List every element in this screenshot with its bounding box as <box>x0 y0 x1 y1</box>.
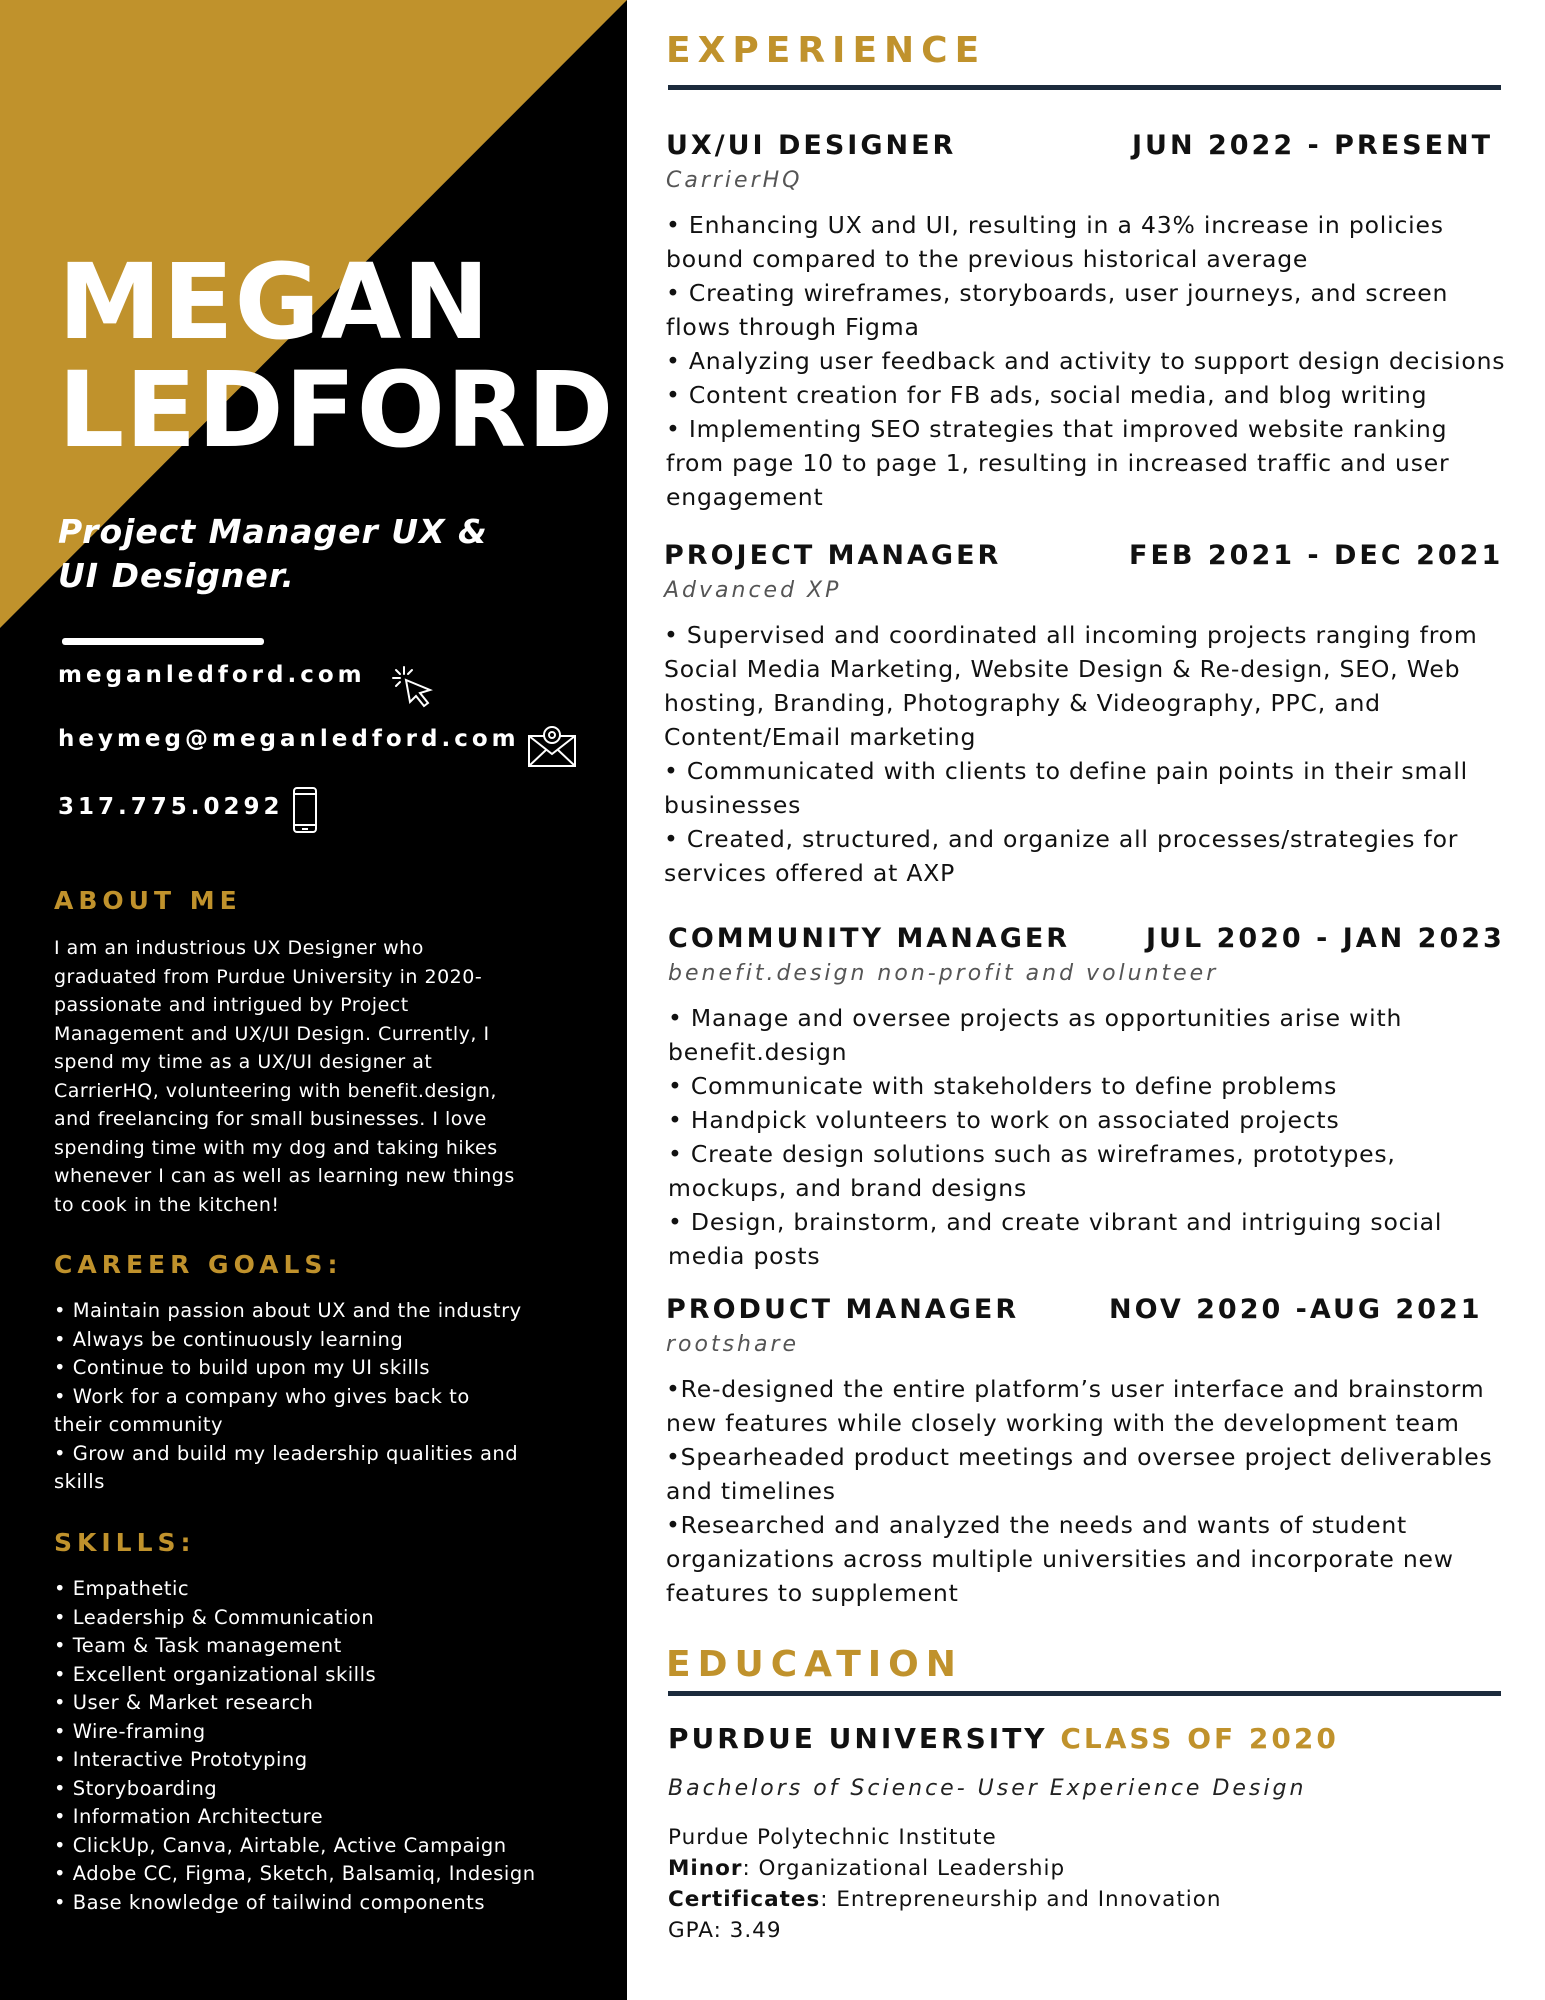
list-item: • Communicated with clients to define pain points in their small businesses <box>664 757 1469 819</box>
mail-icon <box>527 724 577 768</box>
candidate-name <box>58 241 615 471</box>
minor-line <box>668 1853 1222 1884</box>
job-community-manager <box>668 923 1508 1273</box>
job-title: UX/UI DESIGNER <box>666 130 957 161</box>
job-product-manager <box>666 1294 1506 1610</box>
list-item: • Information Architecture <box>54 1805 324 1828</box>
career-goals-heading: CAREER GOALS: <box>54 1250 343 1279</box>
list-item: • Creating wireframes, storyboards, user journeys, and screen flows through Figma <box>666 279 1449 341</box>
job-dates: JUN 2022 - PRESENT <box>1132 130 1494 161</box>
list-item: • Implementing SEO strategies that improved website ranking from page 10 to page 1, resulting in increased traffic and user engagement <box>666 415 1450 511</box>
list-item: •Spearheaded product meetings and oversee project deliverables and timelines <box>666 1443 1493 1505</box>
list-item: • Adobe CC, Figma, Sketch, Balsamiq, Indesign <box>54 1862 536 1885</box>
list-item: • Handpick volunteers to work on associated projects <box>668 1106 1340 1134</box>
list-item: • Interactive Prototyping <box>54 1748 308 1771</box>
list-item: • Excellent organizational skills <box>54 1662 377 1686</box>
list-item: • Storyboarding <box>54 1776 218 1800</box>
minor-value: : Organizational Leadership <box>742 1856 1066 1881</box>
list-item: • Maintain passion about UX and the industry <box>54 1299 522 1322</box>
list-item: •Researched and analyzed the needs and wants of student organizations across multiple universities and incorporate new features to supplement <box>666 1511 1454 1607</box>
gpa: GPA: 3.49 <box>668 1918 782 1943</box>
job-ux-ui-designer <box>666 130 1506 514</box>
certificates-label: Certificates <box>668 1887 821 1912</box>
education-school <box>668 1722 1339 1755</box>
list-item: • Empathetic <box>54 1577 190 1600</box>
last-name: LEDFORD <box>58 349 615 471</box>
job-subtitle: Project Manager UX & UI Designer. <box>58 512 488 595</box>
list-item: • Design, brainstorm, and create vibrant and intriguing social media posts <box>668 1208 1443 1270</box>
list-item: •Re-designed the entire platform’s user interface and brainstorm new features while closely working with the development team <box>666 1375 1485 1437</box>
about-text: I am an industrious UX Designer who graduated from Purdue University in 2020- passionate and intrigued by Project Management and UX/UI Design. Currently, I spend my time as a UX/UI designer at CarrierHQ, volunteering with benefit.design, and freelancing for small businesses. I love spending time with my dog and taking hikes whenever I can as well as learning new things to cook in the kitchen! <box>54 937 515 1216</box>
experience-rule <box>668 85 1501 90</box>
job-company: benefit.design non-profit and volunteer <box>668 961 1219 986</box>
email-link[interactable]: heymeg@meganledford.com <box>58 726 520 752</box>
experience-heading: EXPERIENCE <box>666 30 987 71</box>
list-item: • Analyzing user feedback and activity to support design decisions <box>666 347 1506 375</box>
phone-icon <box>292 786 318 834</box>
education-degree: Bachelors of Science- User Experience Design <box>668 1776 1307 1801</box>
list-item: • Continue to build upon my UI skills <box>54 1356 431 1379</box>
list-item: • Content creation for FB ads, social media, and blog writing <box>666 381 1428 409</box>
job-dates: NOV 2020 -AUG 2021 <box>1109 1294 1483 1325</box>
phone-number[interactable]: 317.775.0292 <box>58 794 284 820</box>
list-item: • Create design solutions such as wireframes, prototypes, mockups, and brand designs <box>668 1140 1396 1202</box>
skills-heading: SKILLS: <box>54 1528 196 1557</box>
list-item: • User & Market research <box>54 1691 314 1714</box>
name-divider <box>62 638 264 645</box>
job-project-manager <box>664 540 1504 890</box>
left-sidebar <box>0 0 627 2000</box>
website-link[interactable]: meganledford.com <box>58 662 366 688</box>
list-item: • Enhancing UX and UI, resulting in a 43% increase in policies bound compared to the previous historical average <box>666 211 1444 273</box>
job-company: CarrierHQ <box>666 168 803 193</box>
certificates-line <box>668 1884 1222 1915</box>
school-name: PURDUE UNIVERSITY <box>668 1722 1048 1755</box>
list-item: • Manage and oversee projects as opportunities arise with benefit.design <box>668 1004 1403 1066</box>
list-item: • ClickUp, Canva, Airtable, Active Campaign <box>54 1833 507 1857</box>
education-details <box>668 1822 1222 1946</box>
list-item: • Always be continuously learning <box>54 1327 404 1351</box>
list-item: • Created, structured, and organize all processes/strategies for services offered at AXP <box>664 825 1459 887</box>
list-item: • Grow and build my leadership qualities and skills <box>54 1441 519 1493</box>
institute: Purdue Polytechnic Institute <box>668 1825 997 1850</box>
class-of: CLASS OF 2020 <box>1060 1722 1339 1755</box>
job-title: COMMUNITY MANAGER <box>668 923 1071 954</box>
career-goals-list <box>54 1297 524 1497</box>
list-item: • Communicate with stakeholders to define problems <box>668 1072 1338 1100</box>
list-item: • Supervised and coordinated all incoming projects ranging from Social Media Marketing, Website Design & Re-design, SEO, Web hosting, Branding, Photography & Videography, PPC, and Content/Email marketing <box>664 621 1478 751</box>
cursor-click-icon <box>390 664 436 708</box>
certificates-value: : Entrepreneurship and Innovation <box>820 1887 1222 1912</box>
job-dates: JUL 2020 - JAN 2023 <box>1146 923 1505 954</box>
list-item: • Leadership & Communication <box>54 1605 375 1629</box>
skills-list <box>54 1575 554 1917</box>
list-item: • Wire-framing <box>54 1719 206 1743</box>
job-company: Advanced XP <box>664 578 842 603</box>
job-company: rootshare <box>666 1332 800 1357</box>
about-heading: ABOUT ME <box>54 886 242 915</box>
education-heading: EDUCATION <box>666 1644 963 1685</box>
job-title: PRODUCT MANAGER <box>666 1294 1020 1325</box>
list-item: • Base knowledge of tailwind components <box>54 1890 485 1914</box>
job-title: PROJECT MANAGER <box>664 540 1002 571</box>
first-name: MEGAN <box>58 241 491 363</box>
list-item: • Team & Task management <box>54 1634 342 1657</box>
minor-label: Minor <box>668 1856 743 1881</box>
list-item: • Work for a company who gives back to their community <box>54 1384 470 1436</box>
job-dates: FEB 2021 - DEC 2021 <box>1129 540 1504 571</box>
education-rule <box>668 1691 1501 1696</box>
